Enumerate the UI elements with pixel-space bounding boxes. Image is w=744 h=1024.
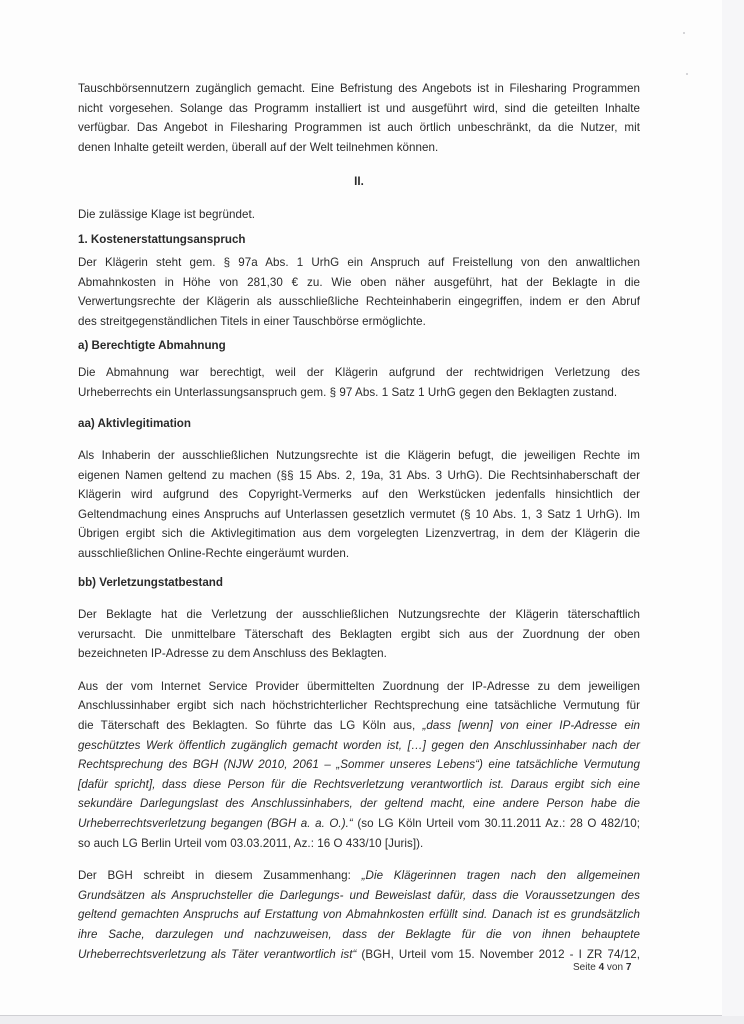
quote-line: geschütztes Werk öffentlich zugänglich gemacht worden ist, […] gegen den Anschlussinhaber nach der bbox=[78, 738, 640, 752]
scan-speck bbox=[686, 73, 688, 75]
text-line: Anschlussinhaber ergibt sich nach höchstrichterlicher Rechtsprechung eine tatsächliche Vermutung für bbox=[78, 699, 640, 713]
heading-kostenerstattungsanspruch: 1. Kostenerstattungsanspruch bbox=[78, 232, 246, 246]
text-line: denen Inhalte geteilt werden, überall auf der Welt teilnehmen können. bbox=[78, 140, 439, 154]
text-line: Aus der vom Internet Service Provider übermittelten Zuordnung der IP-Adresse zu dem jeweiligen bbox=[78, 679, 640, 693]
citation-line: so auch LG Berlin Urteil vom 03.03.2011, Az.: 16 O 433/10 [Juris]). bbox=[78, 836, 424, 850]
quote-line: [dafür spricht], dass diese Person für die Rechtsverletzung verantwortlich ist. Daraus ergibt sich eine bbox=[78, 777, 640, 791]
quote-line: ihre Sache, darzulegen und nachzuweisen, dass der Beklagte für die von ihnen behauptete bbox=[78, 927, 640, 941]
paragraph-aktivlegitimation bbox=[78, 446, 640, 564]
text-line: Übrigen ergibt sich die Aktivlegitimation aus dem vorgelegten Lizenzvertrag, in dem der Klägerin die bbox=[78, 527, 640, 541]
scan-speck bbox=[683, 32, 685, 34]
text-line: Urheberrechts ein Unterlassungsanspruch gem. § 97 Abs. 1 Satz 1 UrhG gegen den Beklagten zustand. bbox=[78, 385, 618, 399]
text-line: verfügbar. Das Angebot in Filesharing Programmen ist auch örtlich unbeschränkt, da die Nutzer, mit bbox=[78, 121, 640, 135]
text-line: Klägerin wird aufgrund des Copyright-Vermerks auf den Werkstücken jedenfalls hinsichtlich der bbox=[78, 488, 640, 502]
text-line: Der Beklagte hat die Verletzung der ausschließlichen Nutzungsrechte der Klägerin täterschaftlich bbox=[78, 608, 640, 622]
intro-sentence: Die zulässige Klage ist begründet. bbox=[78, 207, 255, 221]
quote-line: Grundsätzen als Anspruchsteller die Darlegungs- und Beweislast dafür, dass die Voraussetzungen des bbox=[78, 888, 640, 902]
text-line: Als Inhaberin der ausschließlichen Nutzungsrechte ist die Klägerin befugt, die jeweiligen Rechte im bbox=[78, 448, 640, 462]
paragraph-kostenerstattung bbox=[78, 253, 640, 331]
quote-line: sekundäre Darlegungslast des Anschlussinhabers, der geltend macht, eine andere Person habe die bbox=[78, 797, 640, 811]
text-line: verursacht. Die unmittelbare Täterschaft des Beklagten ergibt sich aus der Zuordnung der oben bbox=[78, 627, 640, 641]
quote-text: „dass [wenn] von einer IP-Adresse ein bbox=[422, 719, 640, 733]
text-line: Abmahnkosten in Höhe von 281,30 € zu. Wie oben näher ausgeführt, hat der Beklagte in die bbox=[78, 275, 640, 289]
text-line: ausschließlichen Online-Rechte eingeräumt wurden. bbox=[78, 546, 350, 560]
document-body bbox=[78, 79, 640, 964]
text-run: Der BGH schreibt in diesem Zusammenhang: bbox=[78, 869, 362, 883]
text-line: Geltendmachung eines Anspruchs auf Unterlassen gesetzlich vermutet (§ 10 Abs. 1, 3 Satz 1 UrhG). Im bbox=[78, 507, 640, 521]
text-line: Tauschbörsennutzern zugänglich gemacht. Eine Befristung des Angebots ist in Filesharing Programmen bbox=[78, 82, 640, 95]
quote-text: „Die Klägerinnen tragen nach den allgemeinen bbox=[361, 869, 640, 883]
paragraph-abmahnung bbox=[78, 363, 640, 402]
text-line bbox=[78, 716, 640, 736]
total-pages: 7 bbox=[625, 962, 632, 973]
text-line: Die Abmahnung war berechtigt, weil der Klägerin aufgrund der rechtwidrigen Verletzung des bbox=[78, 366, 640, 380]
paragraph-ip-zuordnung bbox=[78, 677, 640, 853]
heading-verletzungstatbestand: bb) Verletzungstatbestand bbox=[78, 576, 223, 590]
paragraph-verletzung bbox=[78, 605, 640, 664]
quote-text: Urheberrechtsverletzung begangen (BGH a. a. O.).“ bbox=[78, 817, 353, 830]
quote-line: geltend gemachten Anspruchs auf Erstattung von Abmahnkosten erfüllt sind. Danach ist es grundsätzlich bbox=[78, 908, 640, 922]
citation-text: (BGH, Urteil vom 15. November 2012 - I ZR 74/12, bbox=[356, 947, 640, 961]
text-line bbox=[78, 866, 640, 886]
scan-edge bbox=[722, 0, 744, 1024]
quote-text: Urheberrechtsverletzung als Täter verantwortlich ist“ bbox=[78, 947, 357, 961]
text-line: eigenen Namen geltend zu machen (§§ 15 Abs. 2, 19a, 31 Abs. 3 UrhG). Die Rechtsinhaberschaft der bbox=[78, 468, 640, 482]
text-line: Der Klägerin steht gem. § 97a Abs. 1 UrhG ein Anspruch auf Freistellung von den anwaltlichen bbox=[78, 256, 640, 270]
text-line: bezeichneten IP-Adresse zu dem Anschluss des Beklagten. bbox=[78, 647, 387, 661]
page-number bbox=[573, 962, 631, 973]
page-prefix: Seite bbox=[573, 962, 599, 973]
section-number: II. bbox=[354, 175, 364, 189]
text-line bbox=[78, 945, 640, 965]
heading-berechtigte-abmahnung: a) Berechtigte Abmahnung bbox=[78, 338, 226, 352]
heading-aktivlegitimation: aa) Aktivlegitimation bbox=[78, 417, 191, 431]
text-run: die Täterschaft des Beklagten. So führte das LG Köln aus, bbox=[78, 719, 423, 733]
text-line: Verwertungsrechte der Klägerin als ausschließliche Rechteinhaberin eingegriffen, indem er den Abruf bbox=[78, 295, 640, 309]
paragraph-intro bbox=[78, 79, 640, 157]
page-separator: von bbox=[604, 962, 626, 973]
text-line: nicht vorgesehen. Solange das Programm installiert ist und ausgeführt wird, sind die geteilten Inhalte bbox=[78, 101, 640, 115]
text-line: des streitgegenständlichen Titels in einer Tauschbörse ermöglichte. bbox=[78, 314, 426, 328]
quote-line: Rechtsprechung des BGH (NJW 2010, 2061 – „Sommer unseres Lebens“) eine tatsächliche Vermutung bbox=[78, 758, 640, 772]
text-line bbox=[78, 814, 640, 834]
scan-bottom-edge bbox=[0, 1016, 744, 1024]
paragraph-bgh bbox=[78, 866, 640, 964]
citation-text: (so LG Köln Urteil vom 30.11.2011 Az.: 28 O 482/10; bbox=[352, 817, 641, 830]
current-page: 4 bbox=[598, 962, 605, 973]
